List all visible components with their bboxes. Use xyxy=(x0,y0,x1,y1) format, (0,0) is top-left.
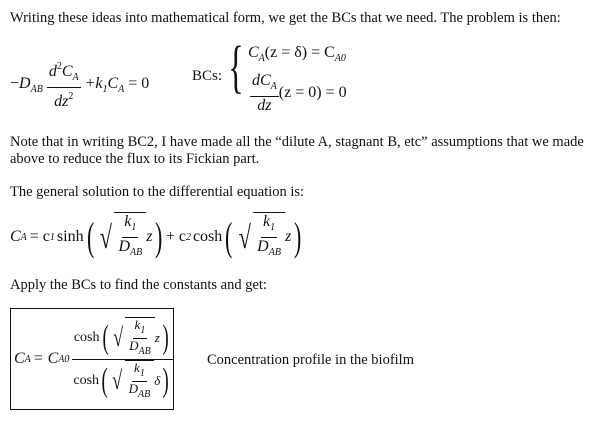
cosh-left-paren: ( xyxy=(225,214,233,259)
intro-text: Writing these ideas into mathematical form, we get the BCs that we need. The problem is then: xyxy=(10,10,561,26)
d-sub: AB xyxy=(268,247,281,258)
bc1-conc: C xyxy=(248,44,259,61)
d-sub: AB xyxy=(138,345,151,357)
rate-constant-sub: 1 xyxy=(102,84,108,96)
general-solution-label: The general solution to the differential equation is: xyxy=(10,184,305,200)
deriv-den: dz xyxy=(54,93,69,110)
general-solution xyxy=(10,212,305,262)
num-right-paren: ) xyxy=(162,318,169,356)
d-symbol: D xyxy=(129,337,139,353)
sinh-k-over-d xyxy=(116,213,144,262)
ode-rhs: = 0 xyxy=(128,75,150,93)
gen-plus-c2: + c xyxy=(165,228,186,245)
gen-conc-sub: A xyxy=(20,231,27,243)
cosh-k-over-d xyxy=(255,213,283,262)
k-symbol: k xyxy=(262,213,271,230)
d-symbol: D xyxy=(118,238,131,255)
cosh-right-paren: ) xyxy=(294,214,302,259)
conc-symbol: C xyxy=(107,75,119,93)
bc1-argument: (z = δ) = C xyxy=(264,44,335,61)
final-conc-sub: A xyxy=(24,353,31,365)
num-z: z xyxy=(154,329,160,345)
apply-bcs-label: Apply the BCs to find the constants and get: xyxy=(10,277,267,293)
num-sqrt xyxy=(111,317,155,359)
sqrt-sign: √ xyxy=(112,322,123,352)
cosh-label: cosh xyxy=(192,228,223,245)
final-conc: C xyxy=(14,350,25,367)
k-sub: 1 xyxy=(131,222,137,233)
sqrt-sign: √ xyxy=(99,219,112,255)
bc1-rhs-sub: A0 xyxy=(334,53,346,64)
deriv-d: d xyxy=(48,63,57,80)
rate-constant: +k xyxy=(84,75,103,93)
deriv-order: 2 xyxy=(56,61,62,72)
deriv-conc: C xyxy=(61,63,73,80)
final-fraction xyxy=(71,317,173,402)
bc2-derivative xyxy=(250,72,279,115)
bc2-argument: (z = 0) = 0 xyxy=(278,84,347,102)
second-derivative-fraction xyxy=(47,58,81,111)
bc2-equation xyxy=(250,72,347,115)
final-c0-sub: A0 xyxy=(58,353,70,365)
k-symbol: k xyxy=(124,213,132,230)
d-sub: AB xyxy=(138,388,151,400)
bc2-num-sub: A xyxy=(270,81,277,92)
den-cosh: cosh xyxy=(73,372,100,388)
deriv-den-sup: 2 xyxy=(68,91,74,102)
final-eq-c0: = C xyxy=(32,350,59,367)
bc2-den: dz xyxy=(257,97,272,114)
gen-eq-c1: = c xyxy=(29,228,50,245)
cosh-z: z xyxy=(284,228,292,245)
den-sqrt xyxy=(110,360,154,402)
sqrt-sign: √ xyxy=(112,365,123,395)
conc-sub: A xyxy=(118,84,125,96)
gen-conc: C xyxy=(10,228,21,245)
cosh-sqrt xyxy=(236,212,285,262)
concentration-profile-label: Concentration profile in the biofilm xyxy=(207,352,414,368)
den-left-paren: ( xyxy=(101,361,108,399)
sqrt-sign: √ xyxy=(238,219,251,255)
note-line-1: Note that in writing BC2, I have made all the “dilute A, stagnant B, etc” assumptions that we made xyxy=(10,134,584,150)
deriv-conc-sub: A xyxy=(72,72,79,83)
bc1-conc-sub: A xyxy=(258,53,265,64)
k-sub: 1 xyxy=(140,324,146,336)
sinh-label: sinh xyxy=(56,228,84,245)
final-result xyxy=(14,312,174,406)
sinh-left-paren: ( xyxy=(86,214,94,259)
sinh-sqrt xyxy=(97,212,146,262)
sinh-z: z xyxy=(146,228,153,245)
k-symbol: k xyxy=(134,316,141,332)
ode-equation xyxy=(10,58,149,111)
note-line-2: above to reduce the flux to its Fickian part. xyxy=(10,151,260,167)
den-delta: δ xyxy=(154,372,161,388)
num-left-paren: ( xyxy=(102,318,109,356)
gen-c2-sub: 2 xyxy=(185,231,191,243)
minus-sign: − xyxy=(10,75,20,93)
num-cosh: cosh xyxy=(73,329,100,345)
left-brace: { xyxy=(228,34,244,99)
d-symbol: D xyxy=(128,380,139,396)
bcs-label: BCs: xyxy=(192,68,223,84)
bc1-equation xyxy=(248,44,346,64)
k-sub: 1 xyxy=(139,367,145,379)
num-k-over-d xyxy=(127,318,153,359)
diffusivity-symbol: D xyxy=(19,75,31,93)
d-sub: AB xyxy=(130,247,143,258)
den-right-paren: ) xyxy=(162,361,170,399)
gen-c1-sub: 1 xyxy=(49,231,55,243)
den-k-over-d xyxy=(127,361,153,402)
d-symbol: D xyxy=(257,238,269,255)
bc2-num: dC xyxy=(252,72,271,89)
k-sub: 1 xyxy=(270,222,276,233)
k-symbol: k xyxy=(134,359,140,375)
sinh-right-paren: ) xyxy=(155,214,163,259)
diffusivity-subscript: AB xyxy=(30,84,43,96)
